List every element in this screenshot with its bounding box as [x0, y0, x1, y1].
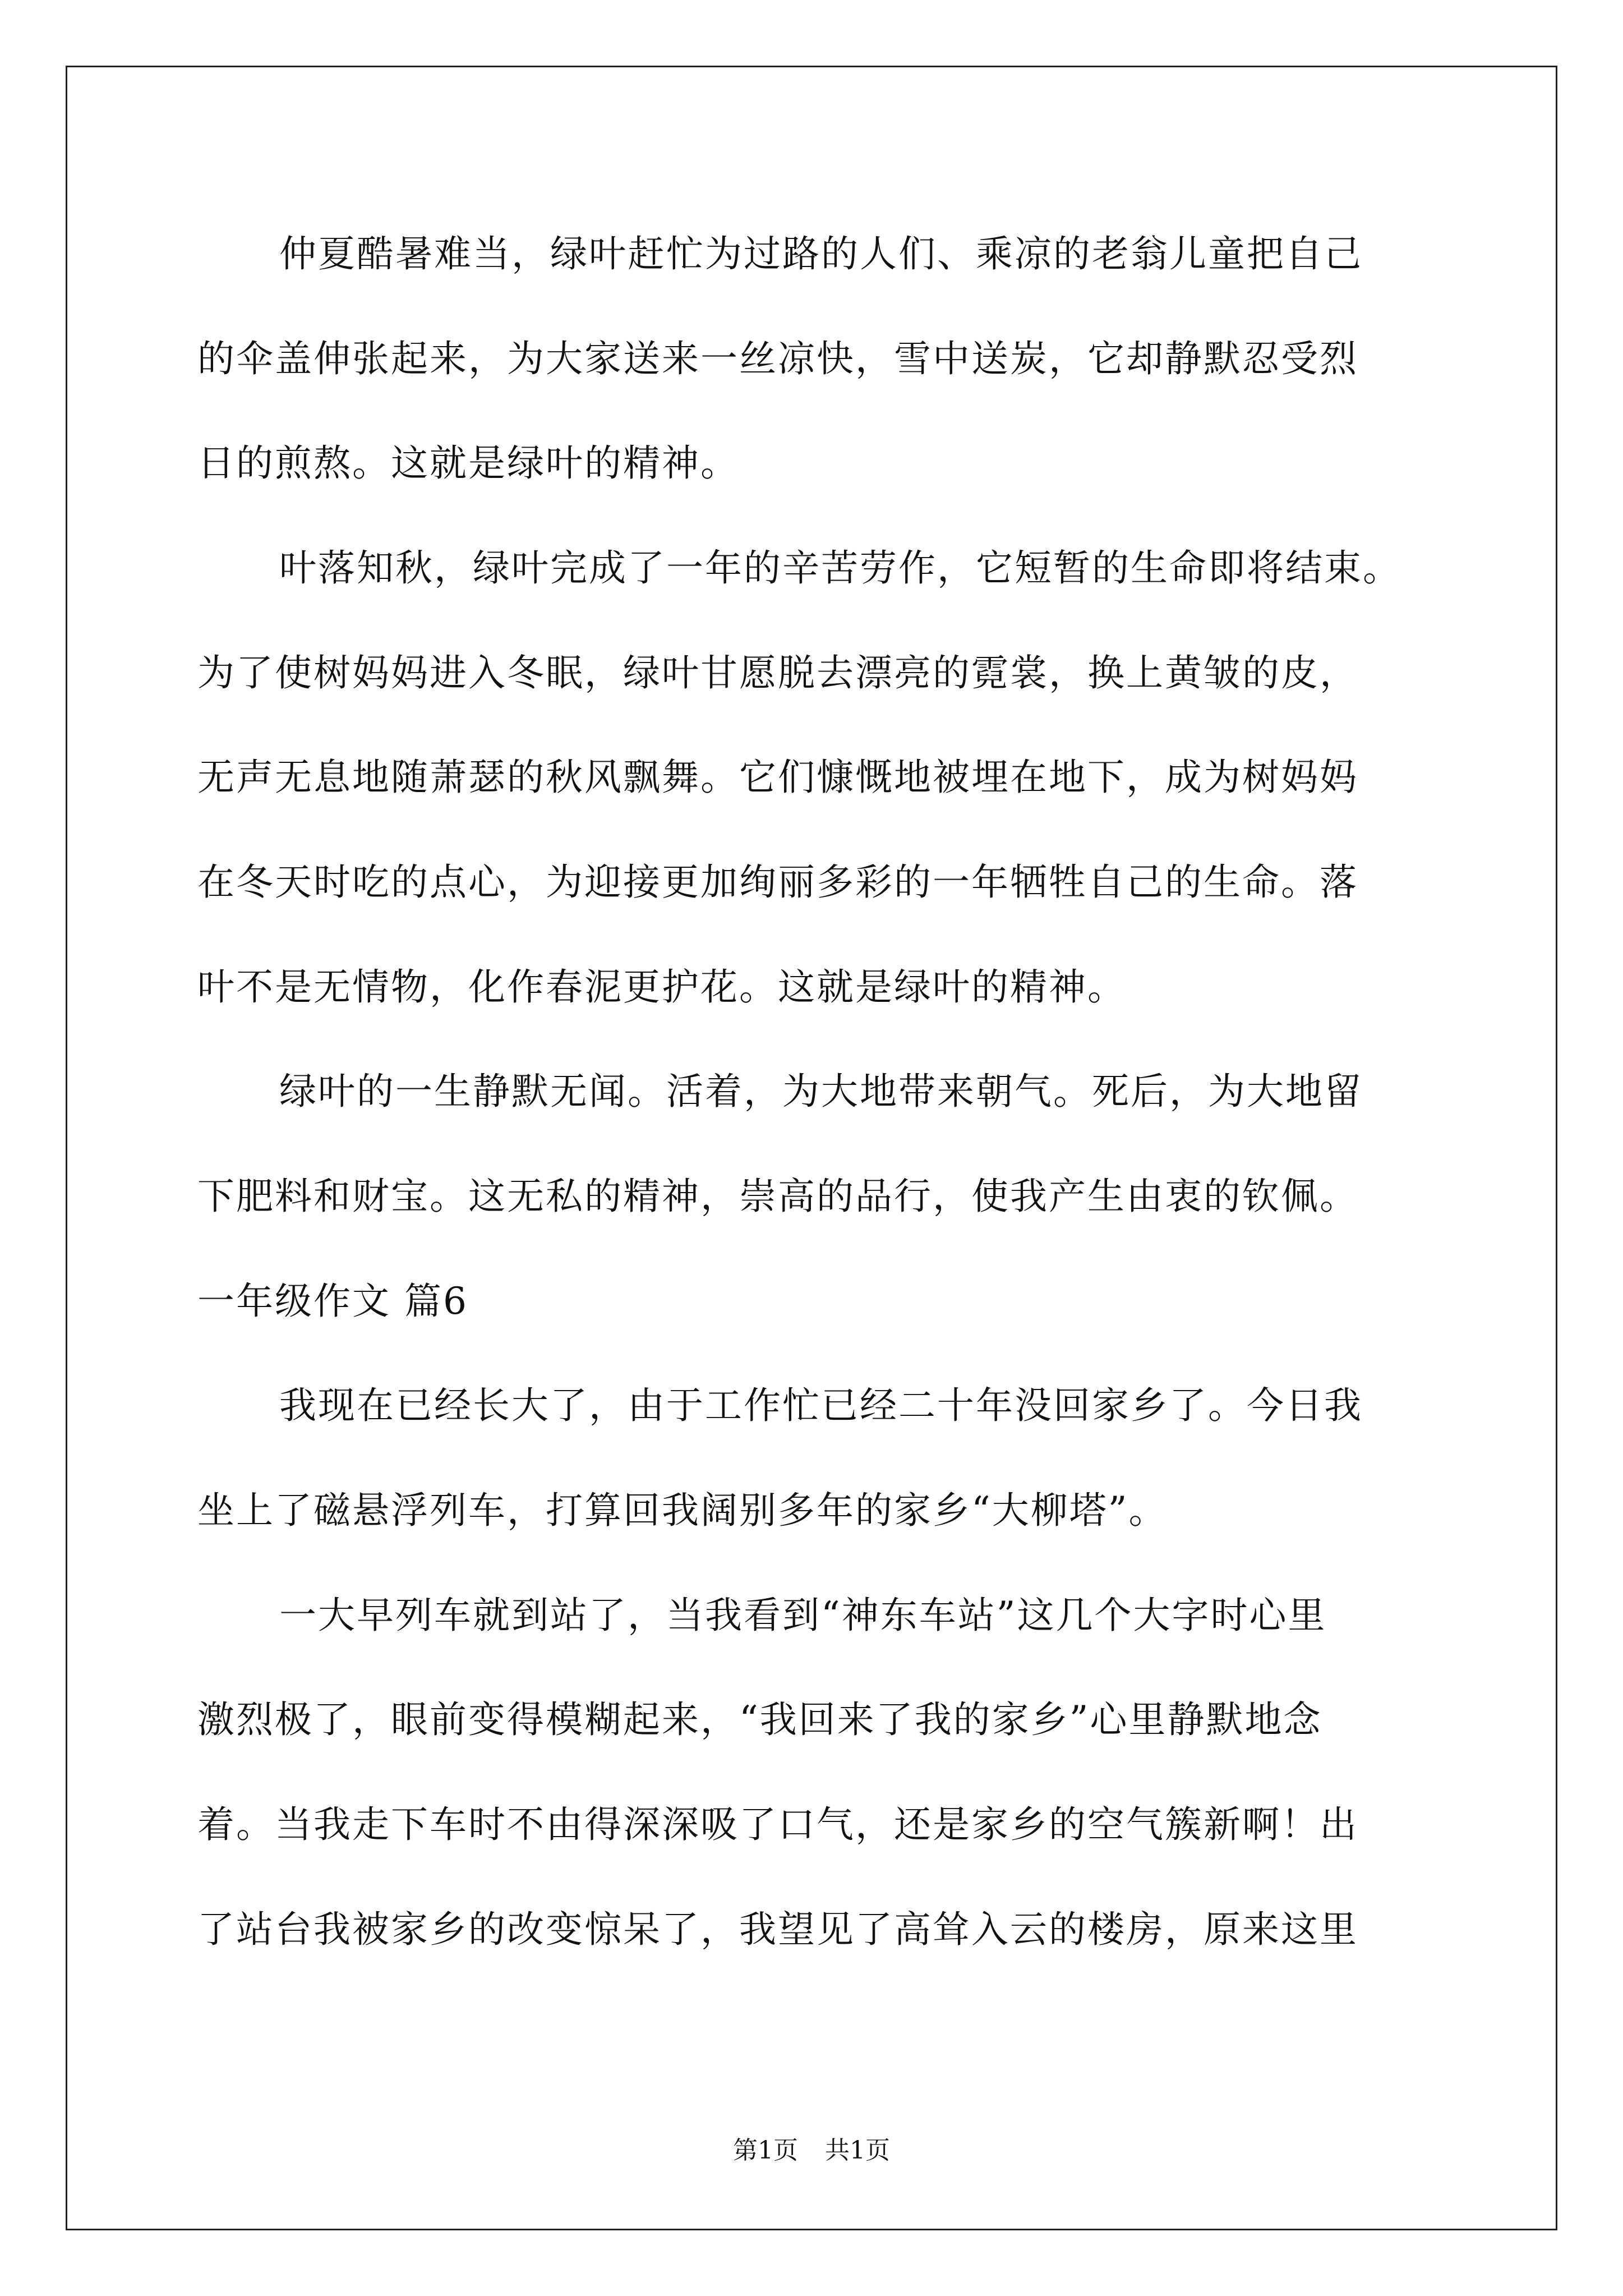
paragraph-line: 叶不是无情物，化作春泥更护花。这就是绿叶的精神。 [197, 965, 1126, 1009]
page-border [66, 66, 1557, 2230]
paragraph-line: 下肥料和财宝。这无私的精神，崇高的品行，使我产生由衷的钦佩。 [197, 1175, 1358, 1218]
paragraph-line: 坐上了磁悬浮列车，打算回我阔别多年的家乡“大柳塔”。 [197, 1489, 1168, 1532]
paragraph-line: 叶落知秋，绿叶完成了一年的辛苦劳作，它短暂的生命即将结束。 [279, 546, 1401, 590]
paragraph-line: 无声无息地随萧瑟的秋风飘舞。它们慷慨地被埋在地下，成为树妈妈 [197, 756, 1358, 799]
paragraph-line: 仲夏酷暑难当，绿叶赶忙为过路的人们、乘凉的老翁儿童把自己 [279, 232, 1363, 275]
paragraph-line: 着。当我走下车时不由得深深吸了口气，还是家乡的空气簇新啊！出 [197, 1803, 1358, 1846]
paragraph-line: 为了使树妈妈进入冬眠，绿叶甘愿脱去漂亮的霓裳，换上黄皱的皮， [197, 651, 1358, 694]
page-number: 第1页 [733, 2136, 798, 2165]
section-heading: 一年级作文 篇6 [197, 1280, 468, 1323]
paragraph-line: 一大早列车就到站了，当我看到“神东车站”这几个大字时心里 [279, 1594, 1327, 1637]
paragraph-line: 的伞盖伸张起来，为大家送来一丝凉快，雪中送炭，它却静默忍受烈 [197, 337, 1358, 380]
paragraph-line: 绿叶的一生静默无闻。活着，为大地带来朝气。死后，为大地留 [279, 1070, 1363, 1113]
paragraph-line: 了站台我被家乡的改变惊呆了，我望见了高耸入云的楼房，原来这里 [197, 1908, 1358, 1951]
paragraph-line: 在冬天时吃的点心，为迎接更加绚丽多彩的一年牺牲自己的生命。落 [197, 861, 1358, 904]
page-footer [0, 2138, 1623, 2163]
page-total: 共1页 [825, 2136, 890, 2165]
paragraph-line: 日的煎熬。这就是绿叶的精神。 [197, 441, 739, 485]
paragraph-line: 我现在已经长大了，由于工作忙已经二十年没回家乡了。今日我 [279, 1384, 1363, 1427]
paragraph-line: 激烈极了，眼前变得模糊起来，“我回来了我的家乡”心里静默地念 [197, 1698, 1322, 1741]
